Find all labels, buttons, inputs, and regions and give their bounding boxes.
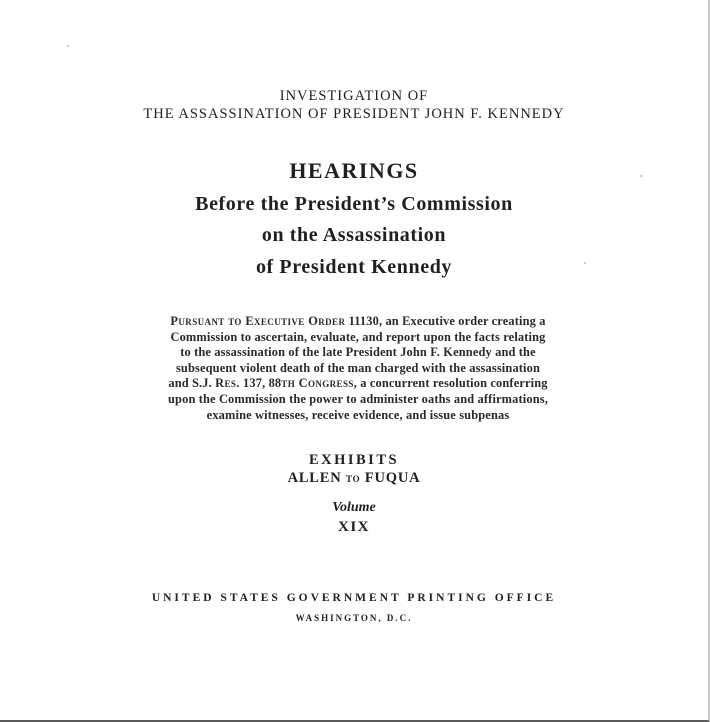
title-line-2: on the Assassination xyxy=(261,224,447,246)
paragraph-line-1 xyxy=(58,314,658,330)
hearings-title: HEARINGS xyxy=(289,158,419,183)
paragraph-line-1-rest: 11130, an Executive order creating a xyxy=(345,314,546,328)
exhibits-label: EXHIBITS xyxy=(308,452,400,468)
paragraph-line-5-prefix: and S.J. xyxy=(168,376,216,391)
paper-speck xyxy=(640,175,642,177)
publisher-name: UNITED STATES GOVERNMENT PRINTING OFFICE xyxy=(151,592,557,604)
paper-speck xyxy=(584,262,586,264)
paragraph-line-2: Commission to ascertain, evaluate, and report upon the facts relating xyxy=(170,329,546,344)
volume-label: Volume xyxy=(332,500,376,515)
paragraph-line-5-rest: , a concurrent resolution conferring xyxy=(353,376,548,391)
pursuant-phrase: Pursuant to Executive Order xyxy=(170,314,346,328)
paragraph-line-3: to the assassination of the late President John F. Kennedy and the xyxy=(180,345,536,360)
volume-number: XIX xyxy=(337,519,370,535)
exhibits-range xyxy=(0,470,708,487)
range-from: ALLEN xyxy=(287,470,342,486)
title-line-1: Before the President’s Commission xyxy=(195,193,513,215)
pursuant-paragraph xyxy=(58,314,658,423)
paragraph-line-4: subsequent violent death of the man charged with the assassination xyxy=(175,360,541,375)
header-line-1: INVESTIGATION OF xyxy=(279,88,429,104)
res-abbrev: Res. xyxy=(215,376,240,391)
paper-speck xyxy=(67,45,69,47)
header-line-2: THE ASSASSINATION OF PRESIDENT JOHN F. KENNEDY xyxy=(143,106,565,122)
paragraph-line-6: upon the Commission the power to administer oaths and affirmations, xyxy=(168,391,548,406)
title-line-3: of President Kennedy xyxy=(255,256,453,278)
congress-label: th Congress xyxy=(281,376,354,391)
range-to-word: to xyxy=(345,470,361,485)
paragraph-line-5 xyxy=(58,376,658,392)
publisher-city: WASHINGTON, D.C. xyxy=(295,613,413,623)
paragraph-line-7: examine witnesses, receive evidence, and issue subpenas xyxy=(206,407,510,422)
paragraph-line-5-mid: 137, 88 xyxy=(239,376,282,391)
range-until: FUQUA xyxy=(364,470,421,486)
